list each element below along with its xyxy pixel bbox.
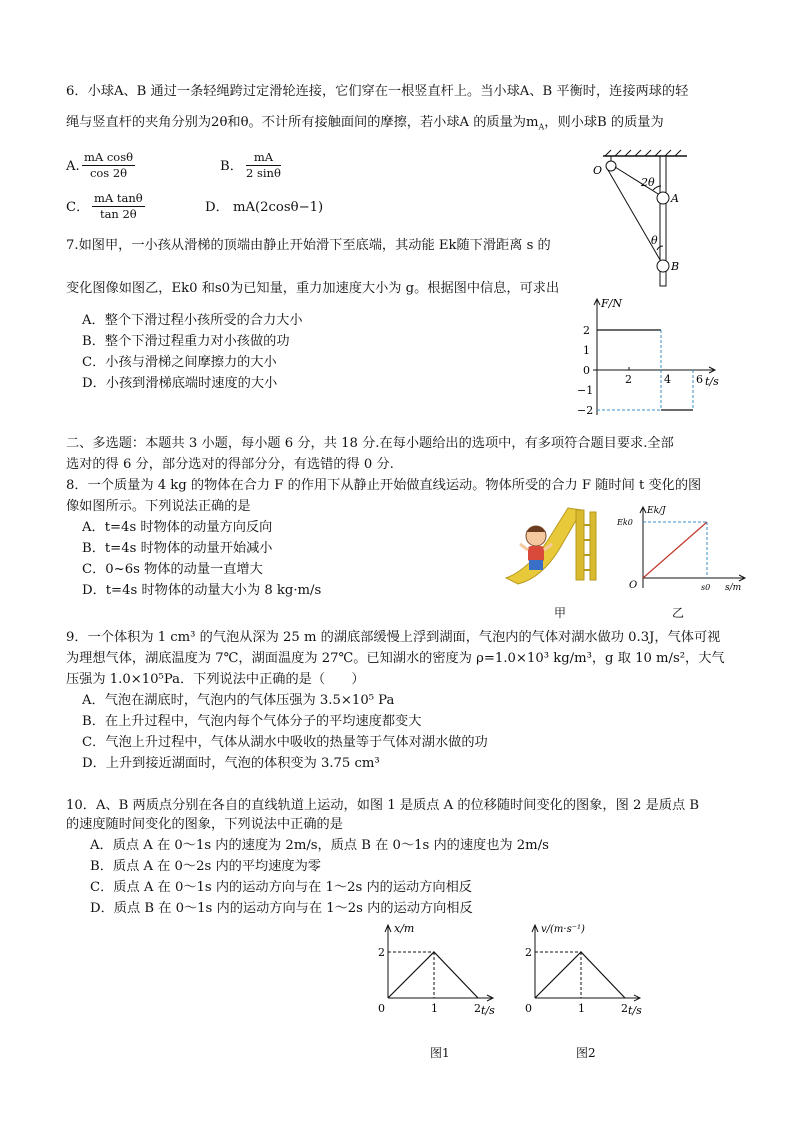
- caption-jia-text: 甲: [554, 606, 567, 620]
- f-ytick: 2: [583, 324, 590, 337]
- q6-line2: 绳与竖直杆的夹角分别为2θ和θ。不计所有接触面间的摩擦，若小球A 的质量为$m_A$，则小球B 的质量为: [66, 115, 664, 132]
- q9-option-d: D．上升到接近湖面时，气泡的体积变为 3.75 cm³: [82, 756, 380, 771]
- q6-optB-label: B．: [220, 159, 243, 174]
- caption-fig1: 图1: [430, 1046, 450, 1060]
- yi-xlabel: s/m: [725, 583, 742, 593]
- ek-line: [643, 522, 707, 578]
- q8-line2: 像如图所示。下列说法正确的是: [66, 499, 251, 514]
- fig1-xtick: 2: [474, 1002, 481, 1015]
- v-t-line: [535, 952, 625, 998]
- q6-optC-fraction: mA tanθ tan 2θ: [94, 191, 143, 221]
- q10-line2: 的速度随时间变化的图象，下列说法中正确的是: [66, 817, 343, 832]
- q10-option-a: A．质点 A 在 0～1s 内的速度为 2m/s，质点 B 在 0～1s 内的速度也为 2m/s: [90, 838, 549, 853]
- q6-line1: 6．小球A、B 通过一条轻绳跨过定滑轮连接，它们穿在一根竖直杆上。当小球A、B 平衡时，连接两球的轻: [66, 84, 689, 99]
- figure-1-graph: [368, 920, 498, 1020]
- q6-optB-fraction: mA 2 sinθ: [246, 150, 281, 180]
- yi-origin: O: [629, 580, 638, 591]
- slide-illustration: [498, 500, 608, 585]
- q6-optA-label: A.: [66, 159, 80, 174]
- q9-line2: 为理想气体，湖底温度为 7℃，湖面温度为 27℃。已知湖水的密度为 ρ=1.0×10³ kg/m³，g 取 10 m/s²，大气: [66, 651, 725, 666]
- fig1-xlabel: t/s: [481, 1004, 495, 1017]
- label-o: O: [593, 164, 603, 177]
- fig2-ylabel: v/(m·s⁻¹): [541, 924, 585, 935]
- q10-option-b: B．质点 A 在 0～2s 内的平均速度为零: [90, 859, 321, 874]
- f-ytick: 0: [583, 364, 590, 377]
- q8-line1: 8．一个质量为 4 kg 的物体在合力 F 的作用下从静止开始做直线运动。物体所受的合力 F 随时间 t 变化的图: [66, 478, 702, 493]
- q7-option-b: B．整个下滑过程重力对小孩做的功: [82, 334, 290, 349]
- f-ytick: −2: [577, 404, 594, 417]
- q10-option-c: C．质点 A 在 0～1s 内的运动方向与在 1～2s 内的运动方向相反: [90, 880, 472, 895]
- q7-option-a: A．整个下滑过程小孩所受的合力大小: [82, 313, 303, 328]
- q10-line1: 10．A、B 两质点分别在各自的直线轨道上运动，如图 1 是质点 A 的位移随时间变化的图象，图 2 是质点 B: [66, 798, 700, 813]
- ball-a: [657, 192, 669, 204]
- pulley: [606, 161, 616, 171]
- section2-line1: 二、多选题：本题共 3 小题，每小题 6 分，共 18 分.在每小题给出的选项中，有多项符合题目要求.全部: [66, 436, 674, 451]
- f-xtick: 4: [664, 373, 671, 386]
- q8-option-c: C．0~6s 物体的动量一直增大: [82, 562, 263, 577]
- fig2-xtick: 1: [578, 1002, 585, 1015]
- fig2-xtick: 2: [621, 1002, 628, 1015]
- ball-b: [657, 260, 669, 272]
- q6-optD: D． mA(2cosθ−1): [205, 200, 324, 215]
- x-t-line: [388, 952, 478, 998]
- q7-option-c: C．小孩与滑梯之间摩擦力的大小: [82, 355, 277, 370]
- f-xlabel: t/s: [705, 375, 719, 388]
- f-xtick: 2: [625, 373, 632, 386]
- fig2-origin: 0: [525, 1002, 532, 1015]
- fig1-origin: 0: [378, 1002, 385, 1015]
- fig1-xtick: 1: [431, 1002, 438, 1015]
- f-ytick: −1: [577, 384, 594, 397]
- q9-option-a: A．气泡在湖底时，气泡内的气体压强为 3.5×10⁵ Pa: [82, 693, 395, 708]
- section2-line2: 选对的得 6 分，部分选对的得部分分，有选错的得 0 分.: [66, 457, 394, 472]
- q9-line3: 压强为 1.0×10⁵Pa．下列说法中正确的是（ ）: [66, 672, 365, 687]
- f-ytick: 1: [583, 344, 590, 357]
- q7-option-d: D．小孩到滑梯底端时速度的大小: [82, 376, 278, 391]
- fig2-ytick: 2: [525, 946, 532, 959]
- caption-fig2: 图2: [576, 1046, 596, 1060]
- label-b: B: [671, 260, 680, 273]
- q7-line1: 7.如图甲，一小孩从滑梯的顶端由静止开始滑下至底端，其动能 Ek随下滑距离 s 的: [66, 238, 551, 253]
- yi-ek0: Ek0: [617, 518, 633, 527]
- f-xtick: 6: [696, 373, 703, 386]
- q6-optA-fraction: mA cosθ cos 2θ: [84, 150, 134, 180]
- label-2theta: 2θ: [641, 176, 655, 189]
- label-a: A: [671, 192, 679, 205]
- ek-s-graph: [615, 500, 755, 600]
- q8-option-b: B．t=4s 时物体的动量开始减小: [82, 541, 273, 556]
- yi-s0: s0: [701, 583, 711, 592]
- caption-yi: 乙: [672, 606, 685, 620]
- q9-option-b: B．在上升过程中，气泡内每个气体分子的平均速度都变大: [82, 714, 422, 729]
- fig2-xlabel: t/s: [628, 1004, 642, 1017]
- fig1-ylabel: x/m: [394, 922, 415, 935]
- yi-ylabel: Ek/J: [647, 506, 666, 516]
- force-time-graph: [565, 295, 725, 420]
- figure-2-graph: [515, 920, 655, 1020]
- q10-option-d: D．质点 B 在 0～1s 内的运动方向与在 1～2s 内的运动方向相反: [90, 901, 473, 916]
- fig1-ytick: 2: [378, 946, 385, 959]
- q8-option-d: D．t=4s 时物体的动量大小为 8 kg·m/s: [82, 583, 322, 598]
- q6-optC-label: C．: [66, 200, 90, 215]
- q7-line2: 变化图像如图乙，Ek0 和s0为已知量，重力加速度大小为 g。根据图中信息，可求出: [66, 281, 560, 296]
- q9-line1: 9．一个体积为 1 cm³ 的气泡从深为 25 m 的湖底部缓慢上浮到湖面，气泡内的气体对湖水做功 0.3J，气体可视: [66, 630, 721, 645]
- label-theta: θ: [651, 234, 658, 247]
- f-ylabel: F/N: [601, 297, 622, 310]
- q6-pulley-figure: [595, 150, 695, 290]
- q8-option-a: A．t=4s 时物体的动量方向反向: [82, 520, 273, 535]
- q9-option-c: C．气泡上升过程中，气体从湖水中吸收的热量等于气体对湖水做的功: [82, 735, 488, 750]
